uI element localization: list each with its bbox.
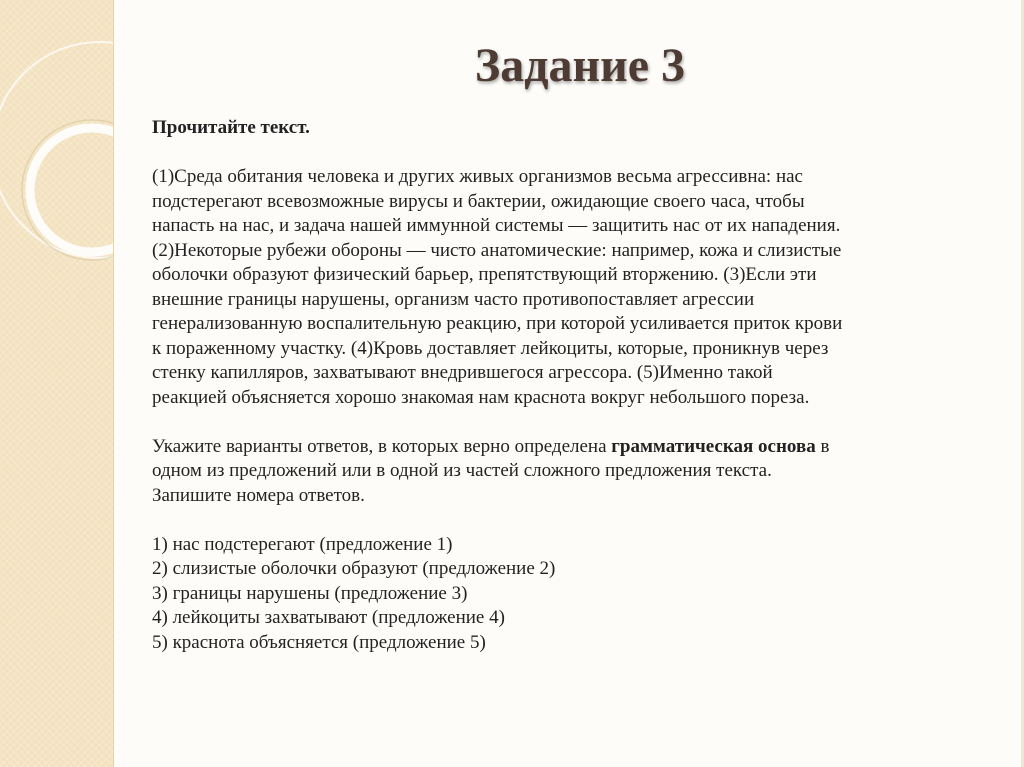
instruction-text: Прочитайте текст. xyxy=(152,117,310,138)
passage-line: оболочки образуют физический барьер, препятствующий вторжению. (3)Если эти xyxy=(152,264,817,285)
slide-content xyxy=(152,116,992,655)
task-line: Запишите номера ответов. xyxy=(152,484,365,506)
answer-options xyxy=(152,533,992,656)
passage-line: подстерегают всевозможные вирусы и бактерии, ожидающие своего часа, чтобы xyxy=(152,190,805,212)
answer-option: 3) границы нарушены (предложение 3) xyxy=(152,582,468,604)
passage-line: стенку капилляров, захватывают внедрившегося агрессора. (5)Именно такой xyxy=(152,362,773,383)
task-text-before: Укажите варианты ответов, в которых верно определена xyxy=(152,435,612,457)
passage-line: генерализованную воспалительную реакцию, при которой усиливается приток крови xyxy=(152,313,843,334)
task-bold-term: грамматическая основа xyxy=(611,435,816,457)
task-text xyxy=(152,435,992,509)
passage-line: к пораженному участку. (4)Кровь доставляет лейкоциты, которые, проникнув через xyxy=(152,337,829,359)
answer-option: 1) нас подстерегают (предложение 1) xyxy=(152,533,453,555)
task-line xyxy=(152,435,992,460)
slide-title: Задание 3 xyxy=(474,39,686,92)
task-text-after: в xyxy=(815,435,830,457)
passage-line: (2)Некоторые рубежи обороны — чисто анатомические: например, кожа и слизистые xyxy=(152,239,842,261)
answer-option: 5) краснота объясняется (предложение 5) xyxy=(152,631,486,653)
passage-line: (1)Среда обитания человека и других живых организмов весьма агрессивна: нас xyxy=(152,166,803,187)
decorative-circles-graphic xyxy=(0,0,113,767)
answer-option: 2) слизистые оболочки образуют (предложение 2) xyxy=(152,558,556,579)
answer-option: 4) лейкоциты захватывают (предложение 4) xyxy=(152,607,505,628)
task-line: одном из предложений или в одной из частей сложного предложения текста. xyxy=(152,460,772,481)
passage-line: реакцией объясняется хорошо знакомая нам краснота вокруг небольшого пореза. xyxy=(152,386,810,408)
passage-line: внешние границы нарушены, организм часто противопоставляет агрессии xyxy=(152,288,755,310)
decorative-sidebar xyxy=(0,0,114,767)
passage-text xyxy=(152,165,992,410)
passage-line: напасть на нас, и задача нашей иммунной системы — защитить нас от их нападения. xyxy=(152,215,841,236)
